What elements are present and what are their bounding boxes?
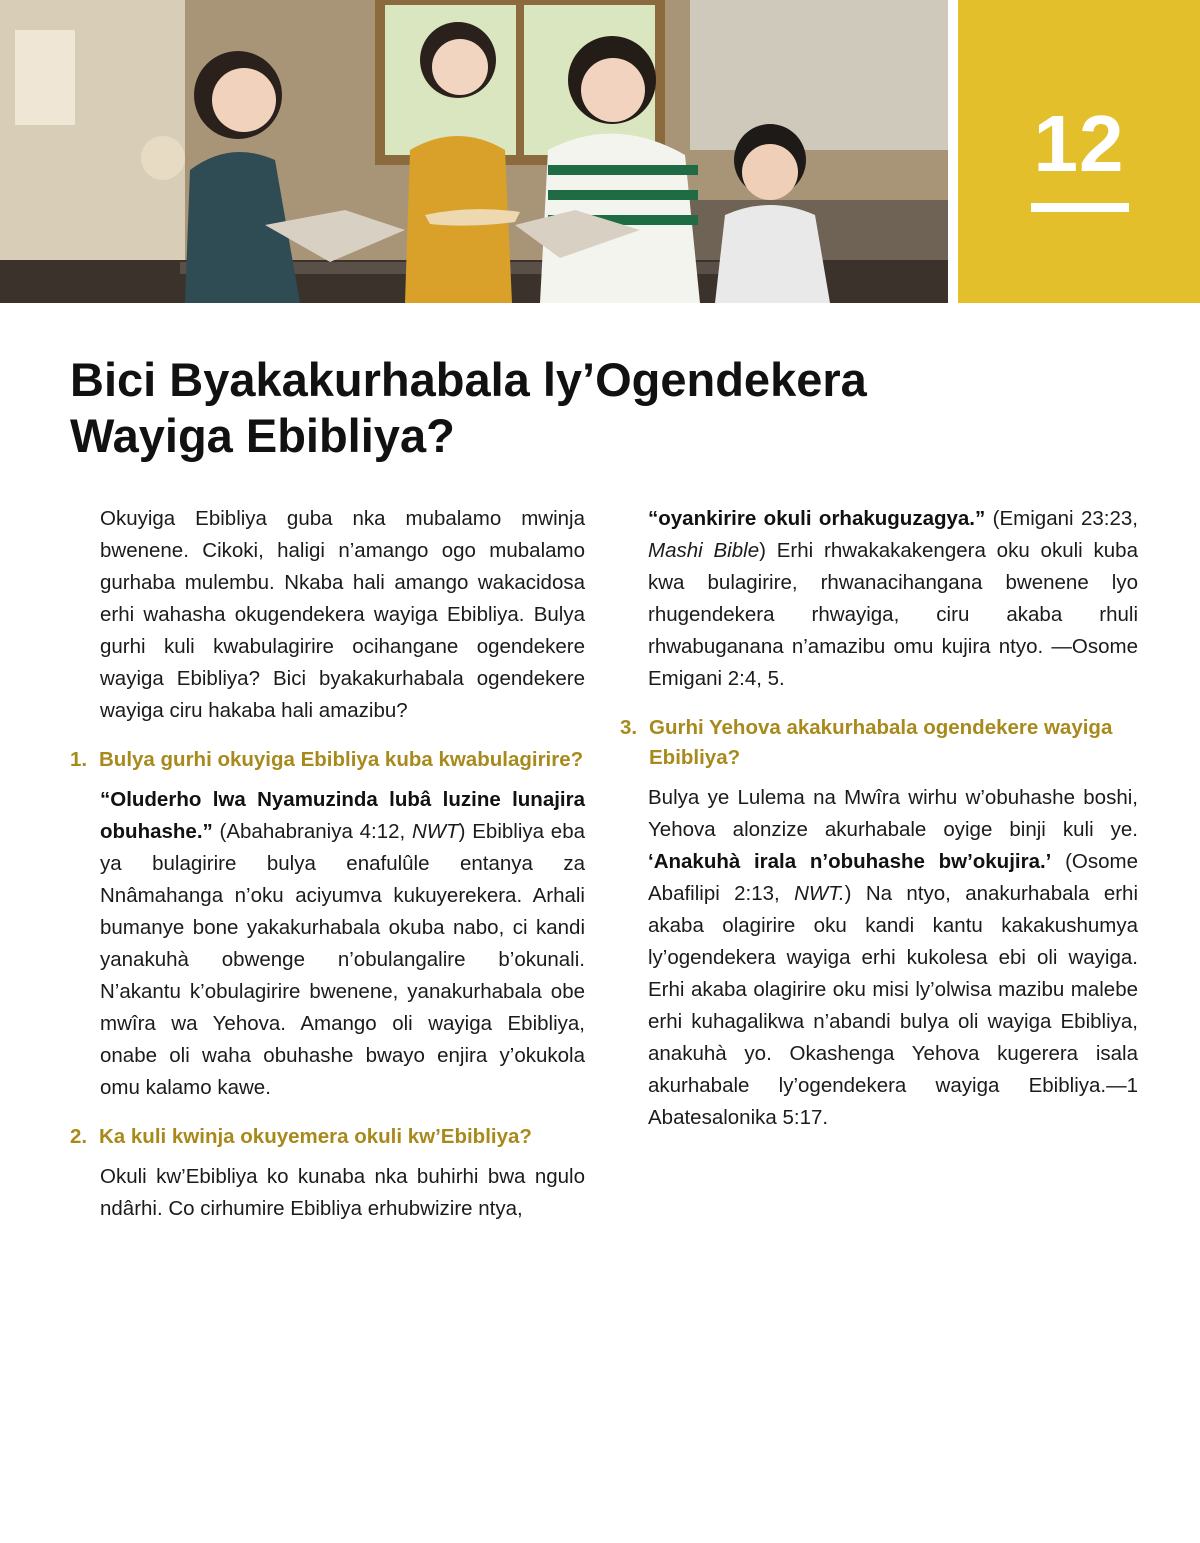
family-study-illustration <box>0 0 948 303</box>
question-2-text: Ka kuli kwinja okuyemera okuli kw’Ebibliya? <box>99 1125 532 1148</box>
lesson-number: 12 <box>1033 99 1125 188</box>
answer-3-ref-version: NWT. <box>794 882 845 905</box>
answer-1-body: Ebibliya eba ya bulagirire bulya enafulûle entanya za Nnâmahanga n’oku aciyumva kukuyerekera. Arhali bumanye bone yakakurhabala okuba nabo, ci kandi yanakuhà obwenge n’obulangalire b’okunali. N’akantu k’obulagirire bwenene, yanakurhabala obe mwîra wa Yehova. Amango oli wayiga Ebibliya, onabe oli waha obuhashe bwayo enjira y’okukola omu kalamo kawe. <box>100 820 585 1099</box>
answer-3-paragraph <box>620 782 1138 1134</box>
question-1-number: 1. <box>70 748 88 771</box>
question-2-number: 2. <box>70 1125 88 1148</box>
answer-3-body-end: Na ntyo, anakurhabala erhi akaba olagirire oku kandi kantu kakakushumya ly’ogendekera wayiga erhi kukolesa ebi oli wayiga. Erhi akaba olagirire oku misi ly’olwisa mazibu malebe erhi kuhagalikwa n’abandi bulya oli wayiga Ebibliya, anakuhà yo. Okashenga Yehova kugerera isala akurhabale ly’ogendekera wayiga Ebibliya.—1 Abatesalonika 5:17. <box>648 882 1138 1129</box>
answer-1-ref-open: (Abahabraniya 4:12, <box>212 820 412 843</box>
question-3 <box>620 713 1138 773</box>
left-column <box>70 503 585 1225</box>
right-column <box>620 503 1138 1134</box>
question-3-text: Gurhi Yehova akakurhabala ogendekere wayiga Ebibliya? <box>649 716 1113 769</box>
answer-2-ref-open: (Emigani 23:23, <box>985 507 1138 530</box>
answer-2-ref-close: ) <box>759 539 777 562</box>
answer-2-paragraph-start: Okuli kw’Ebibliya ko kunaba nka buhirhi bwa ngulo ndârhi. Co cirhumire Ebibliya erhubwizire ntya, <box>100 1165 585 1220</box>
answer-3-body-start: Bulya ye Lulema na Mwîra wirhu w’obuhashe boshi, Yehova alonzize akurhabale oyige binji kuli ye. <box>648 786 1138 841</box>
answer-2-ref-version: Mashi Bible <box>648 539 760 562</box>
question-3-number: 3. <box>620 716 638 739</box>
answer-3-quote: ‘Anakuhà irala n’obuhashe bw’okujira.’ <box>648 850 1052 873</box>
question-1-text: Bulya gurhi okuyiga Ebibliya kuba kwabulagirire? <box>99 748 584 771</box>
answer-1-paragraph <box>70 784 585 1104</box>
question-2 <box>70 1122 585 1152</box>
answer-3-ref-open: (Osome Abafilipi 2:13, <box>648 850 1138 905</box>
answer-2-body-end: Erhi rhwakakakengera oku okuli kuba kwa bulagirire, rhwanacihangana bwenene lyo rhugendekera rhwayiga, ciru akaba rhuli rhwabuganana n’amazibu omu kujira ntyo. —Osome Emigani 2:4, 5. <box>648 539 1138 690</box>
answer-3-ref-close: ) <box>844 882 866 905</box>
lesson-badge <box>958 0 1200 303</box>
page-title: Bici Byakakurhabala ly’Ogendekera Wayiga Ebibliya? <box>70 353 867 462</box>
intro-paragraph: Okuyiga Ebibliya guba nka mubalamo mwinja bwenene. Cikoki, haligi n’amango ogo mubalamo gurhaba mulembu. Nkaba hali amango wakacidosa erhi wahasha okugendekera wayiga Ebibliya. Bulya gurhi kuli kwabulagirire ocihangane ogendekere wayiga Ebibliya? Bici byakakurhabala ogendekere wayiga ciru hakaba hali amazibu? <box>100 507 585 722</box>
lesson-number-underline <box>1031 203 1129 212</box>
answer-2-quote: “oyankirire okuli orhakuguzagya.” <box>648 507 986 530</box>
answer-2-paragraph-continued <box>620 503 1138 695</box>
answer-1-quote: “Oluderho lwa Nyamuzinda lubâ luzine lunajira obuhashe.” <box>100 788 585 843</box>
header-photo <box>0 0 948 303</box>
answer-1-ref-close: ) <box>458 820 473 843</box>
question-1 <box>70 745 585 775</box>
answer-1-ref-version: NWT <box>411 820 459 843</box>
